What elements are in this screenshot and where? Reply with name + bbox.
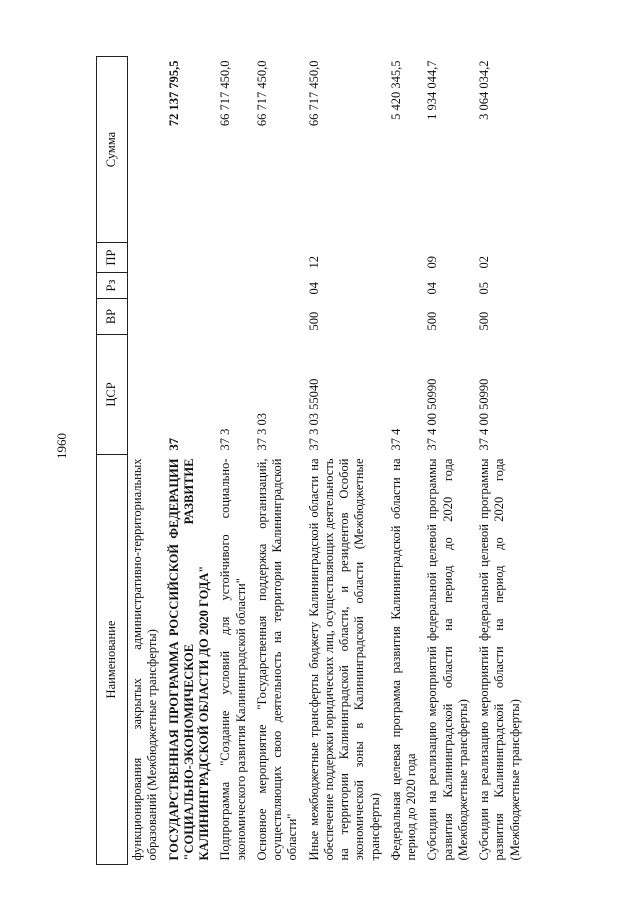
row-csr: 37 4 (388, 428, 403, 451)
header-name: Наименование (97, 455, 128, 865)
row-rz (253, 273, 305, 299)
row-sum: 66 717 450,0 (306, 60, 321, 127)
row-csr: 37 4 00 50990 (477, 378, 491, 451)
row-sum: 66 717 450,0 (254, 60, 269, 127)
rotated-page (96, 57, 548, 865)
table-row (305, 57, 387, 865)
row-csr: 37 3 03 55040 (306, 378, 321, 451)
row-vr (128, 299, 165, 335)
row-sum (128, 57, 165, 243)
table-row (165, 57, 217, 865)
row-name: ГОСУДАРСТВЕННАЯ ПРОГРАММА РОССИЙСКОЙ ФЕДЕРАЦИИ "СОЦИАЛЬНО-ЭКОНОМИЧЕСКОЕ РАЗВИТИЕ КАЛИНИНГРАДСКОЙ ОБЛАСТИ ДО 2020 ГОДА" (166, 458, 211, 861)
row-pr: 09 (425, 256, 440, 269)
row-csr: 37 4 00 50990 (425, 378, 440, 451)
row-pr (165, 243, 217, 273)
row-rz (128, 273, 165, 299)
row-rz (216, 273, 253, 299)
header-sum: Сумма (97, 57, 128, 243)
row-pr (253, 243, 305, 273)
row-sum: 1 934 044,7 (425, 60, 440, 120)
row-vr: 500 (425, 311, 440, 331)
row-pr: 12 (306, 256, 321, 269)
header-csr: ЦСР (97, 335, 128, 455)
row-csr: 37 (166, 438, 181, 451)
row-pr (387, 243, 424, 273)
row-pr (128, 243, 165, 273)
row-sum: 3 064 034,2 (477, 60, 491, 120)
row-rz: 04 (425, 282, 440, 295)
row-name: Подпрограмма "Создание условий для устойчивого социально-экономического развития Калининградской области" (218, 458, 248, 861)
row-rz: 05 (477, 282, 491, 295)
header-rz: Рз (97, 273, 128, 299)
row-sum: 72 137 795,5 (166, 60, 181, 127)
budget-table (96, 56, 527, 865)
row-vr: 500 (477, 311, 491, 331)
table-row (423, 57, 475, 865)
row-csr (128, 335, 165, 455)
row-name: Субсидии на реализацию мероприятий федеральной целевой программы развития Калининградской области на период до 2020 года (Межбюджетные трансферты) (425, 458, 470, 861)
table-header-row (97, 57, 128, 865)
row-pr (216, 243, 253, 273)
row-rz (387, 273, 424, 299)
header-vr: ВР (97, 299, 128, 335)
row-vr (387, 299, 424, 335)
table-row (475, 57, 527, 865)
row-name: функционирования закрытых административно-территориальных образований (Межбюджетные трансферты) (130, 458, 160, 861)
page-number: 1960 (54, 433, 69, 459)
table-row (387, 57, 424, 865)
row-rz (165, 273, 217, 299)
row-rz: 04 (306, 282, 321, 295)
row-vr: 500 (306, 311, 321, 331)
header-pr: ПР (97, 243, 128, 273)
row-vr (253, 299, 305, 335)
row-pr: 02 (477, 256, 491, 269)
row-vr (216, 299, 253, 335)
row-vr (165, 299, 217, 335)
table-row (128, 57, 165, 865)
row-name: Основное мероприятие "Государственная поддержка организаций, осуществляющих свою деятельность на территории Калининградской области" (254, 458, 300, 861)
row-name: Иные межбюджетные трансферты бюджету Калининградской области на обеспечение поддержки юридических лиц, осуществляющих деятельность на территории Калининградской области, и резидентов Особой экономической зоны в Калининградской области (Межбюджетные трансферты) (306, 458, 382, 861)
row-csr: 37 3 03 (254, 413, 269, 451)
row-sum: 5 420 345,5 (388, 60, 403, 120)
table-row (216, 57, 253, 865)
table-row (253, 57, 305, 865)
row-csr: 37 3 (218, 428, 233, 451)
row-sum: 66 717 450,0 (218, 60, 233, 127)
row-name: Субсидии на реализацию мероприятий федеральной целевой программы развития Калининградской области на период до 2020 года (Межбюджетные трансферты) (477, 458, 522, 861)
row-name: Федеральная целевая программа развития Калининградской области на период до 2020 года (388, 458, 418, 861)
